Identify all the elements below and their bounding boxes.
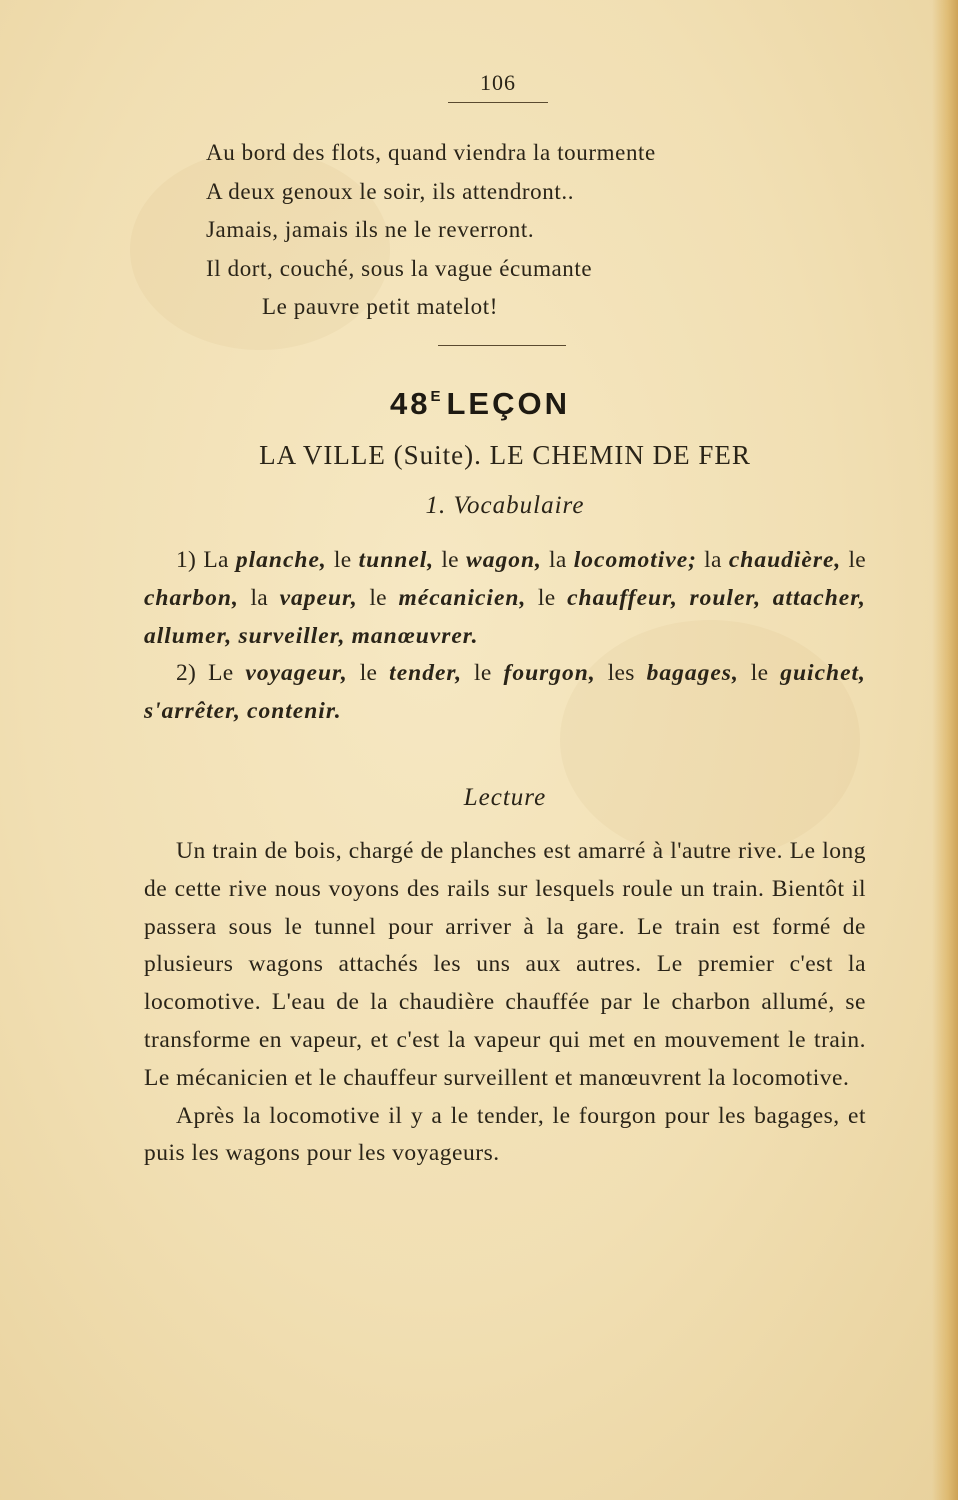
article: la (250, 584, 268, 611)
section-divider (438, 345, 566, 346)
vocab-word: planche, (235, 547, 327, 573)
item-number: 2) (176, 660, 197, 687)
vocab-word: voyageur, (245, 660, 348, 687)
vocab-word: charbon, (144, 584, 239, 611)
lesson-word: LEÇON (446, 386, 570, 421)
vocab-word: fourgon, (503, 660, 596, 687)
poem-line: Au bord des flots, quand viendra la tourmente (206, 140, 656, 165)
article: le (537, 584, 556, 611)
reading-paragraph-2: Après la locomotive il y a le tender, le fourgon pour les bagages, et puis les wagons pour les voyageurs. (144, 1102, 866, 1167)
article: le (369, 584, 387, 611)
page-number-rule (448, 102, 548, 103)
page-edge (932, 0, 958, 1500)
article: le (848, 547, 867, 573)
article: le (474, 660, 492, 687)
vocab-word: surveiller, (238, 622, 346, 649)
article: la (549, 547, 567, 573)
vocab-word: chaudière, (728, 547, 842, 573)
lesson-title (300, 386, 660, 422)
vocab-word: locomotive; (573, 547, 697, 573)
vocabulary-heading: 1. Vocabulaire (425, 492, 585, 519)
vocab-word: s'arrêter, (144, 698, 241, 725)
article: le (441, 547, 459, 573)
vocab-word: mécanicien, (398, 584, 527, 611)
page-number: 106 (480, 70, 516, 95)
vocab-word: attacher, (772, 584, 866, 611)
article: le (359, 660, 378, 687)
poem-stanza (206, 134, 846, 327)
article: le (750, 660, 769, 687)
vocab-word: wagon, (466, 547, 542, 573)
lesson-number-suffix: E (430, 388, 441, 405)
article: La (203, 547, 229, 573)
vocab-word: rouler, (689, 584, 762, 611)
chapter-title: LA VILLE (Suite). LE CHEMIN DE FER (259, 440, 751, 470)
vocabulary-list (144, 542, 866, 731)
vocab-word: tunnel, (358, 547, 435, 573)
article: la (704, 547, 722, 573)
vocabulary-paragraph-2 (144, 655, 866, 731)
poem-line: Jamais, jamais ils ne le reverront. (206, 217, 535, 242)
vocab-word: manœuvrer. (351, 622, 479, 649)
reading-text (144, 833, 866, 1173)
vocab-word: bagages, (646, 660, 739, 687)
poem-line: A deux genoux le soir, ils attendront.. (206, 178, 575, 204)
article: les (607, 660, 635, 687)
vocab-word: chauffeur, (567, 584, 678, 611)
reading-heading: Lecture (463, 784, 547, 811)
vocabulary-paragraph-1 (144, 542, 866, 655)
lesson-number: 48 (390, 386, 431, 421)
item-number: 1) (176, 547, 197, 573)
vocab-word: contenir. (247, 698, 342, 725)
vocab-word: allumer, (144, 622, 233, 649)
article: le (333, 547, 352, 573)
vocab-word: tender, (389, 660, 463, 687)
poem-line: Le pauvre petit matelot! (262, 294, 498, 319)
vocab-word: guichet, (780, 660, 866, 687)
article: Le (208, 660, 234, 687)
reading-paragraph-1: Un train de bois, chargé de planches est amarré à l'autre rive. Le long de cette rive nous voyons des rails sur lesquels roule un train. Bientôt il passera sous le tunnel pour arriver à la gare. Le train est formé de plusieurs wagons attachés les uns aux autres. Le premier c'est la locomotive. L'eau de la chaudière chauffée par le charbon allumé, se transforme en vapeur, et c'est la vapeur qui met en mouvement le train. Le mécanicien et le chauffeur surveillent et manœuvrent la locomotive. (144, 838, 866, 1091)
poem-line: Il dort, couché, sous la vague écumante (206, 255, 593, 281)
vocab-word: vapeur, (279, 584, 358, 611)
